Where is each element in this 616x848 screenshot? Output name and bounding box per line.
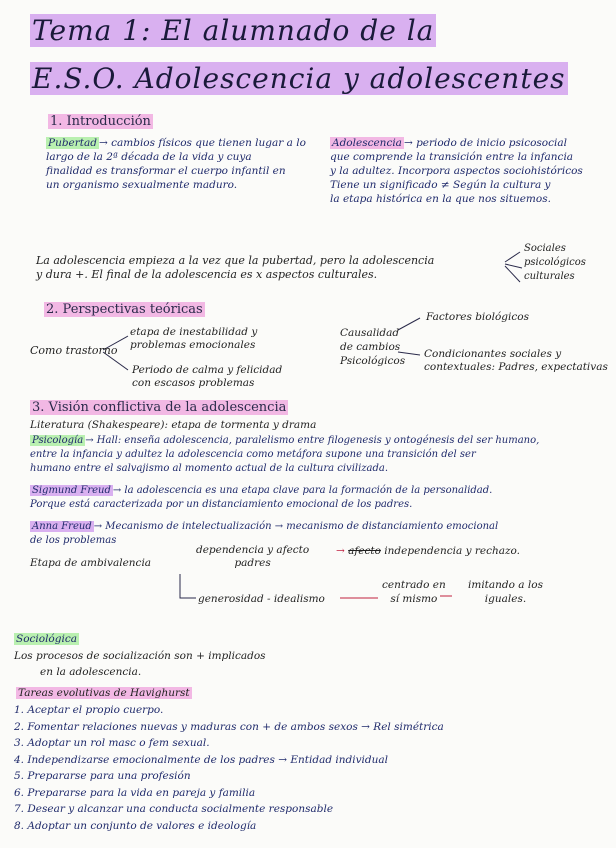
havighurst-heading: Tareas evolutivas de Havighurst [18,687,190,699]
causalidad-label: Causalidad de cambios Psicológicos [340,327,406,367]
title-line-2: E.S.O. Adolescencia y adolescentes [32,62,566,95]
anna-freud-block: Anna Freud → Mecanismo de intelectualización → mecanismo de distanciamiento emocional de los problemas [30,521,499,546]
sociologia-text: Los procesos de socialización son + implicados en la adolescencia. [14,650,266,678]
freud-block: Sigmund Freud → la adolescencia es una etapa clave para la formación de la personalidad. Porque está caracterizada por un distanciamiento emocional de los padres. [30,485,493,510]
calma-items: Periodo de calma y felicidad con escasos problemas [132,364,283,389]
adolescencia-definition: Adolescencia → periodo de inicio psicosocial que comprende la transición entre la infancia y la adultez. Incorpora aspectos sociohistóricos Tiene un significado ≠ Según la cultura y la etapa histórica en la que nos situemos. [330,137,583,205]
list-item: 1. Aceptar el propio cuerpo. [14,704,164,716]
freud-term: Sigmund Freud [32,485,111,496]
sociologia-heading: Sociológica [16,633,77,645]
adolescencia-term: Adolescencia [332,137,402,149]
list-item: 6. Prepararse para la vida en pareja y familia [14,786,256,799]
title-line-1: Tema 1: El alumnado de la [32,14,435,47]
ambivalencia-dependencia: dependencia y afecto padres [196,544,310,569]
aspects-list: Sociales psicológicos culturales [524,243,586,282]
factores-biologicos: Factores biológicos [426,311,529,323]
havighurst-list [14,702,444,834]
intro-summary: La adolescencia empieza a la vez que la pubertad, pero la adolescencia y dura +. El final de la adolescencia es x aspectos culturales. [36,254,435,281]
como-trastorno-label: Como trastorno [30,344,118,357]
pubertad-definition: Pubertad → cambios físicos que tienen lugar a lo largo de la 2ª década de la vida y cuya finalidad es transformar el cuerpo infantil en un organismo sexualmente maduro. [46,137,306,191]
list-item: 2. Fomentar relaciones nuevas y maduras con + de ambos sexos → Rel simétrica [14,720,444,733]
list-item: 8. Adoptar un conjunto de valores e ideología [14,819,257,832]
list-item: 3. Adoptar un rol masc o fem sexual. [14,737,210,749]
condicionantes: Condicionantes sociales y contextuales: Padres, expectativas [424,348,608,373]
literatura-line: Literatura (Shakespeare): etapa de tormenta y drama [30,419,317,431]
section-intro-heading: 1. Introducción [50,114,151,129]
list-item: 5. Prepararse para una profesión [14,770,191,782]
psicologia-term: Psicología [32,435,84,446]
ambivalencia-independencia: → afecto independencia y rechazo. [336,545,520,557]
list-item: 4. Independizarse emocionalmente de los padres → Entidad individual [14,753,388,766]
ambivalencia-label: Etapa de ambivalencia [30,557,152,569]
imitando-iguales: imitando a los iguales. [468,579,543,605]
centrado-en-si-mismo: centrado en sí mismo [382,579,446,605]
trastorno-items: etapa de inestabilidad y problemas emocionales [130,326,258,351]
pubertad-term: Pubertad [48,137,97,149]
section-conflictive-heading: 3. Visión conflictiva de la adolescencia [32,400,287,415]
psicologia-block: Psicología → Hall: enseña adolescencia, paralelismo entre filogenesis y ontogénesis del ser humano, entre la infancia y adultez la adolescencia como metáfora supone una transición del ser humano entre el salvajismo al momento actual de la cultura civilizada. [30,435,540,474]
generosidad-idealismo: generosidad - idealismo [198,593,325,605]
anna-freud-term: Anna Freud [32,521,92,532]
list-item: 7. Desear y alcanzar una conducta socialmente responsable [14,803,334,815]
section-perspectives-heading: 2. Perspectivas teóricas [46,302,203,317]
